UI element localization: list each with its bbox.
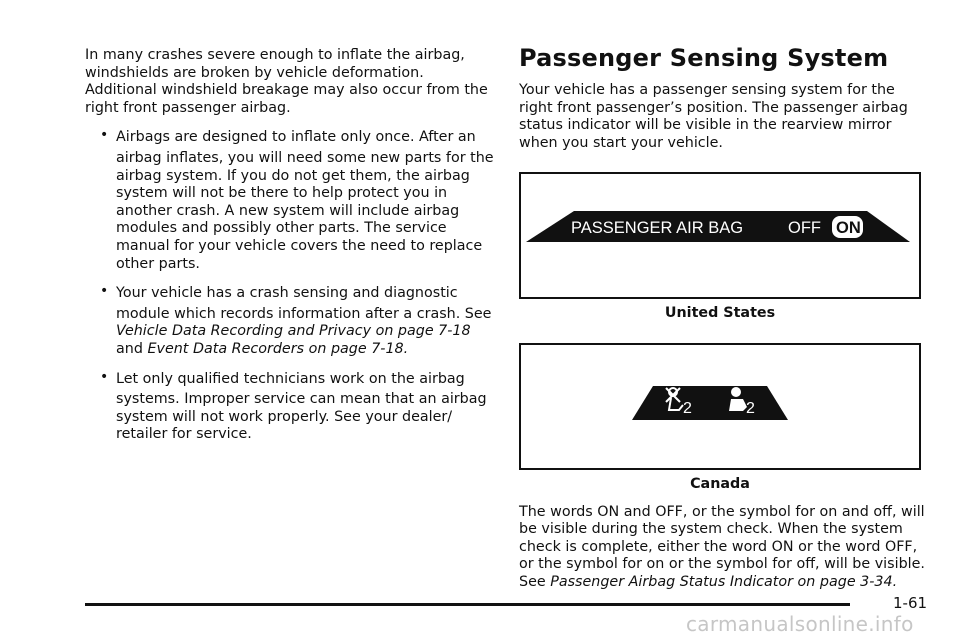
bullet-first-line: Airbags are designed to inflate only once. After an	[116, 129, 476, 146]
bullet-text: and	[116, 340, 143, 357]
indicator-on: ON	[836, 219, 861, 238]
symbol-subscript: 2	[683, 399, 692, 417]
intro-paragraph: In many crashes severe enough to inflate the airbag, windshields are broken by vehicle deformation. Additional windshield breakage may also occur from the right front passenger airbag.	[85, 47, 488, 116]
closing-text: The words ON and OFF, or the symbol for on and off, will be visible during the system check. When the system check is complete, either the word ON or the word OFF, or the symbol for on or the symbol for off, will be visible. See	[519, 503, 925, 590]
symbol-subscript: 2	[746, 399, 755, 417]
bullet-icon: •	[100, 127, 109, 144]
indicator-label: PASSENGER AIR BAG	[571, 219, 744, 238]
left-column	[85, 47, 497, 444]
cross-reference-link[interactable]: Passenger Airbag Status Indicator on page 3-34.	[550, 573, 898, 590]
bullet-item	[85, 368, 497, 444]
us-indicator-graphic	[521, 174, 919, 297]
bullet-first-line: Let only qualified technicians work on the airbag	[116, 370, 465, 387]
bullet-icon: •	[100, 283, 109, 300]
cross-reference-link[interactable]: Vehicle Data Recording and Privacy on page 7-18	[116, 323, 471, 340]
figure-us-indicator	[519, 172, 921, 299]
closing-paragraph	[519, 504, 929, 592]
bullet-text: module which records information after a crash. See	[116, 305, 492, 322]
right-column	[519, 44, 929, 592]
figure-canada-indicator	[519, 343, 921, 470]
bullet-icon: •	[100, 368, 109, 385]
indicator-panel	[632, 386, 788, 420]
bullet-item	[85, 285, 497, 358]
section-heading: Passenger Sensing System	[519, 44, 889, 72]
bullet-item	[85, 129, 497, 273]
bullet-first-line: Your vehicle has a crash sensing and diagnostic	[116, 285, 458, 302]
figure-caption: Canada	[690, 475, 750, 492]
figure-caption: United States	[664, 305, 776, 322]
footer-rule	[85, 603, 850, 606]
cross-reference-link[interactable]: Event Data Recorders on page 7-18.	[147, 340, 409, 357]
bullet-text: systems. Improper service can mean that an airbag system will not work properly. See your dealer/ retailer for service.	[116, 391, 487, 443]
page-number: 1-61	[893, 594, 928, 612]
bullet-text: airbag inflates, you will need some new parts for the airbag system. If you do not get them, the airbag system will not be there to help protect you in another crash. A new system will include airbag modules and possibly other parts. The service manual for your vehicle covers the need to replace other parts.	[116, 149, 494, 272]
intro-paragraph: Your vehicle has a passenger sensing system for the right front passenger’s position. The passenger airbag status indicator will be visible in the rearview mirror when you start your vehicle.	[519, 82, 908, 151]
canada-indicator-graphic	[521, 345, 919, 468]
indicator-off: OFF	[788, 219, 821, 238]
watermark: carmanualsonline.info	[686, 612, 914, 636]
